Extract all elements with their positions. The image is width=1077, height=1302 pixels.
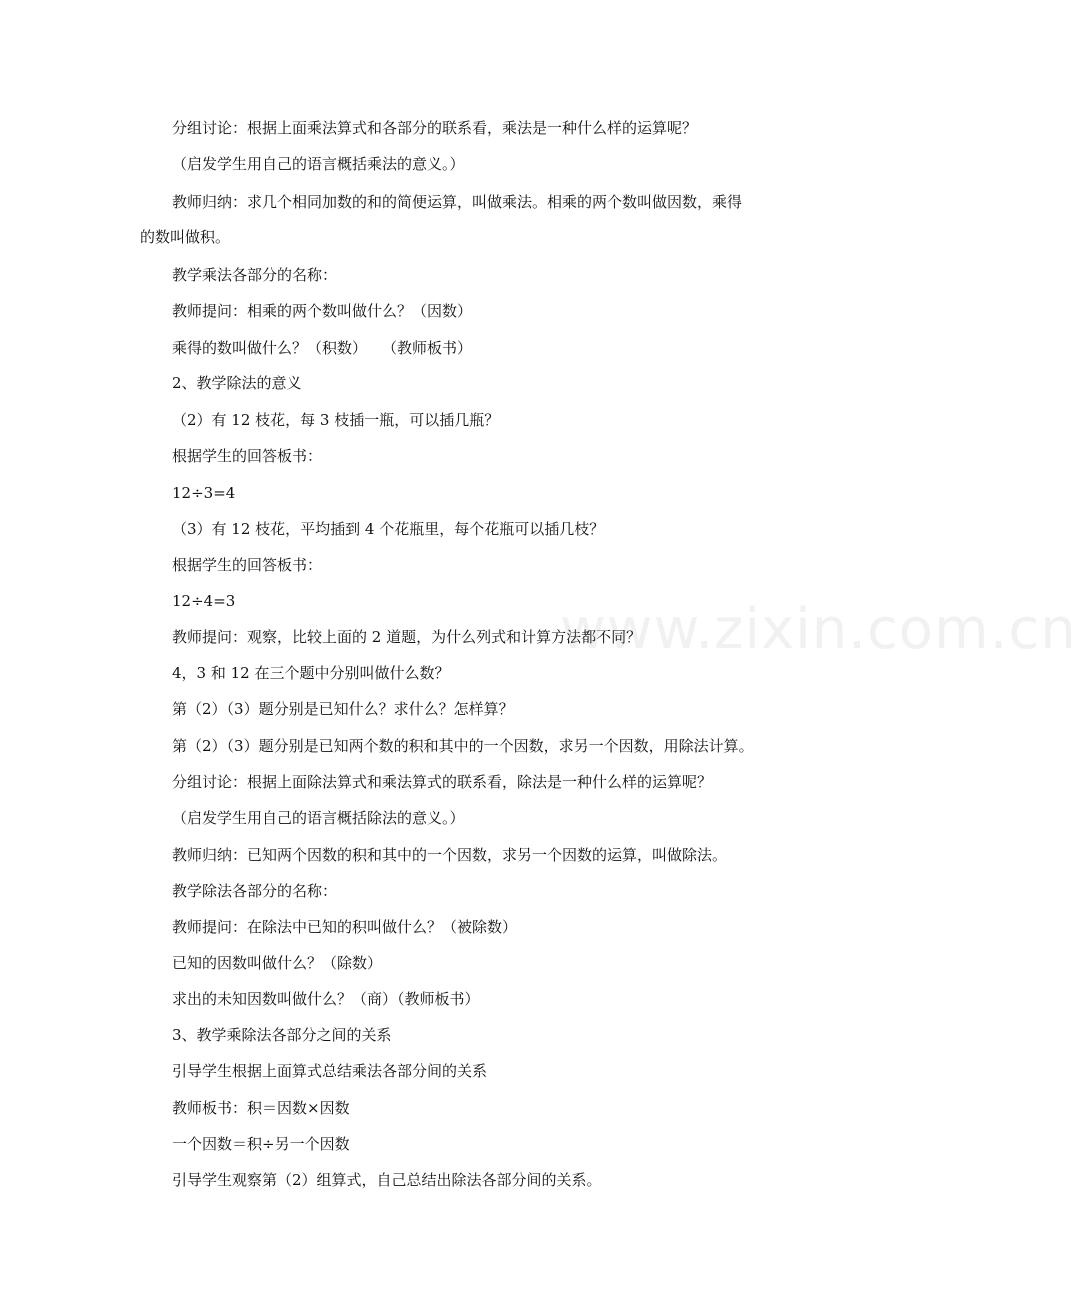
paragraph: 根据学生的回答板书： [172, 556, 323, 574]
paragraph: 教师板书：积＝因数×因数 [172, 1099, 350, 1117]
paragraph: 分组讨论：根据上面乘法算式和各部分的联系看，乘法是一种什么样的运算呢？ [172, 119, 698, 137]
equation: 12÷4=3 [172, 592, 236, 610]
paragraph: 4，3 和 12 在三个题中分别叫做什么数？ [172, 664, 450, 682]
paragraph: （3）有 12 枝花，平均插到 4 个花瓶里，每个花瓶可以插几枝？ [172, 520, 605, 538]
paragraph-continuation: 的数叫做积。 [140, 228, 231, 246]
paragraph: 教师提问：相乘的两个数叫做什么？（因数） [172, 302, 473, 320]
paragraph: 教师归纳：求几个相同加数的和的简便运算，叫做乘法。相乘的两个数叫做因数，乘得 [172, 193, 743, 211]
paragraph: 求出的未知因数叫做什么？（商）（教师板书） [172, 990, 480, 1008]
paragraph: （启发学生用自己的语言概括除法的意义。） [172, 809, 465, 827]
paragraph: 一个因数＝积÷另一个因数 [172, 1135, 350, 1153]
section-heading: 3、教学乘除法各部分之间的关系 [172, 1026, 392, 1044]
equation: 12÷3=4 [172, 484, 236, 502]
paragraph: 教学除法各部分的名称： [172, 882, 338, 900]
paragraph: 教师提问：观察，比较上面的 2 道题，为什么列式和计算方法都不同？ [172, 628, 642, 646]
paragraph: 乘得的数叫做什么？（积数） （教师板书） [172, 339, 473, 357]
paragraph: 引导学生根据上面算式总结乘法各部分间的关系 [172, 1062, 488, 1080]
paragraph: 分组讨论：根据上面除法算式和乘法算式的联系看，除法是一种什么样的运算呢？ [172, 773, 713, 791]
paragraph: 第（2）（3）题分别是已知两个数的积和其中的一个因数，求另一个因数，用除法计算。 [172, 737, 754, 755]
paragraph: 第（2）（3）题分别是已知什么？求什么？怎样算？ [172, 700, 514, 718]
paragraph: 已知的因数叫做什么？（除数） [172, 954, 383, 972]
watermark: www.zixin.com.cn [560, 597, 1077, 662]
section-heading: 2、教学除法的意义 [172, 374, 302, 392]
paragraph: 教师归纳：已知两个因数的积和其中的一个因数，求另一个因数的运算，叫做除法。 [172, 846, 728, 864]
paragraph: 教学乘法各部分的名称： [172, 266, 338, 284]
paragraph: 教师提问：在除法中已知的积叫做什么？（被除数） [172, 918, 518, 936]
paragraph: 引导学生观察第（2）组算式，自己总结出除法各部分间的关系。 [172, 1171, 602, 1189]
paragraph: （2）有 12 枝花，每 3 枝插一瓶，可以插几瓶？ [172, 411, 500, 429]
paragraph: 根据学生的回答板书： [172, 447, 323, 465]
paragraph: （启发学生用自己的语言概括乘法的意义。） [172, 155, 465, 173]
